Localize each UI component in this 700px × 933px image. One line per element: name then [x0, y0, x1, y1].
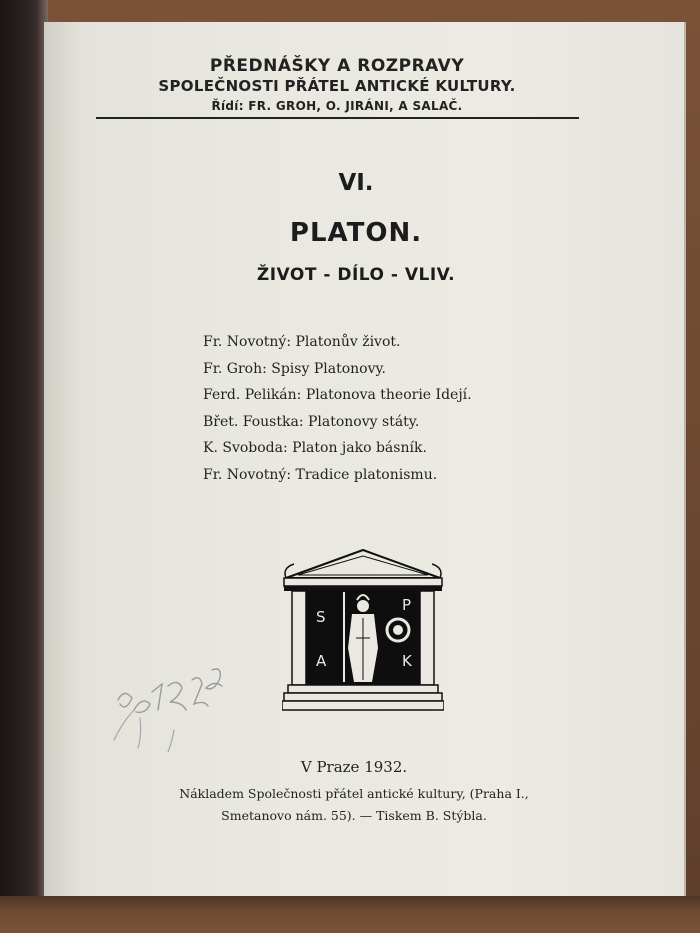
- series-title-line2: SPOLEČNOSTI PŘÁTEL ANTICKÉ KULTURY.: [158, 77, 516, 95]
- series-header: [95, 56, 579, 115]
- pencil-annotation: [108, 640, 248, 760]
- table-edge: [0, 896, 700, 933]
- contents-item: Fr. Groh: Spisy Platonovy.: [203, 360, 386, 377]
- emblem-letter: S: [316, 608, 326, 626]
- place-year: V Praze 1932.: [300, 758, 408, 776]
- book-title: PLATON.: [289, 218, 423, 248]
- series-title-line1: PŘEDNÁŠKY A ROZPRAVY: [209, 56, 465, 76]
- series-editors: Řídí: FR. GROH, O. JIRÁNI, A SALAČ.: [211, 99, 463, 113]
- volume-number: VI.: [338, 170, 374, 196]
- contents-item: Ferd. Pelikán: Platonova theorie Idejí.: [203, 387, 472, 403]
- contents-item: K. Svoboda: Platon jako básník.: [203, 440, 427, 456]
- temple-emblem-icon: [282, 548, 444, 712]
- emblem-letter: P: [402, 596, 412, 614]
- header-rule: [96, 117, 579, 119]
- contents-item: Fr. Novotný: Tradice platonismu.: [203, 466, 438, 483]
- emblem-letter: K: [402, 652, 412, 670]
- publisher-line-2: Smetanovo nám. 55). — Tiskem B. Stýbla.: [221, 808, 487, 823]
- book-subtitle: ŽIVOT - DÍLO - VLIV.: [256, 265, 456, 285]
- emblem-letter: A: [316, 652, 327, 670]
- contents-item: Břet. Foustka: Platonovy státy.: [203, 413, 420, 430]
- publisher-line-1: Nákladem Společnosti přátel antické kultury, (Praha I.,: [179, 786, 529, 801]
- contents-list: [203, 329, 623, 488]
- contents-item: Fr. Novotný: Platonův život.: [203, 334, 401, 350]
